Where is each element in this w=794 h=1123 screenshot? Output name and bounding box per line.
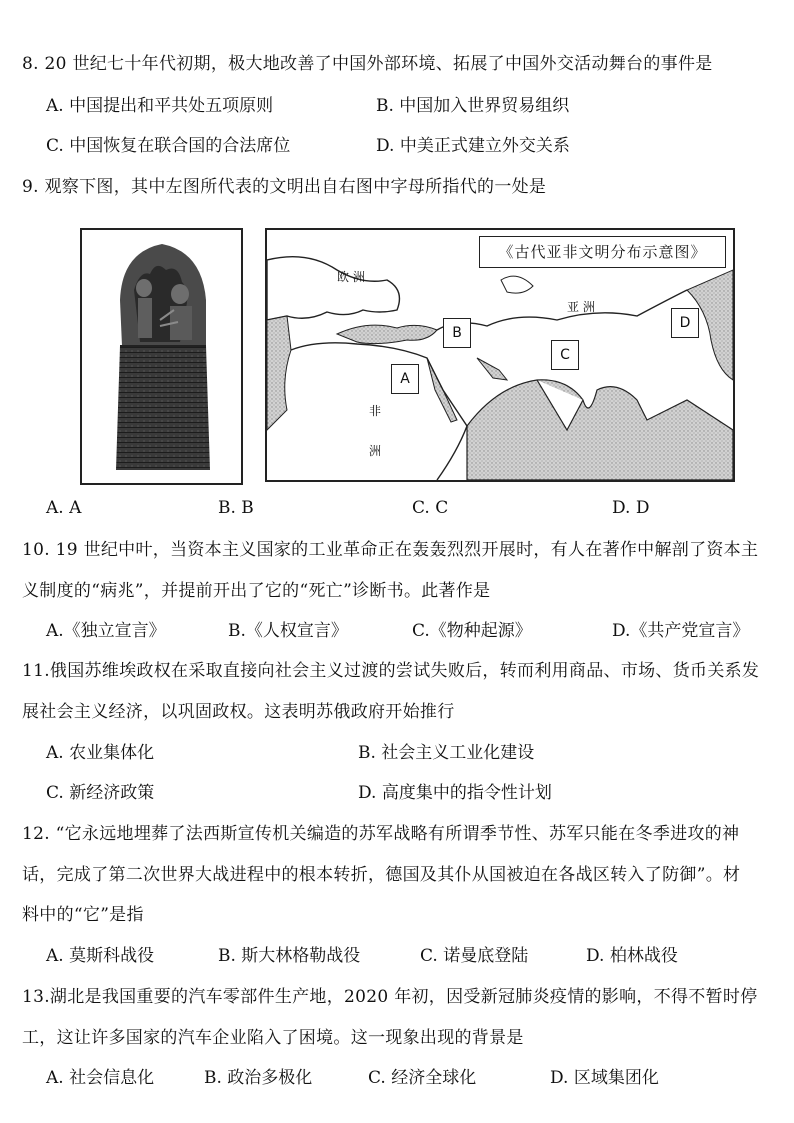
- q10-stem-line2: 义制度的“病兆”，并提前开出了它的“死亡”诊断书。此著作是: [22, 581, 491, 601]
- q11-option-c: C. 新经济政策: [46, 783, 155, 803]
- label-asia: 亚 洲: [567, 300, 595, 314]
- q12-stem-line3: 料中的“它”是指: [22, 905, 144, 925]
- q8-option-a: A. 中国提出和平共处五项原则: [46, 96, 274, 116]
- q9-option-c: C. C: [412, 498, 449, 518]
- q13-stem-line1: 13.湖北是我国重要的汽车零部件生产地，2020 年初，因受新冠肺炎疫情的影响，不得不暂时停: [22, 987, 758, 1007]
- q13-option-d: D. 区域集团化: [550, 1068, 659, 1088]
- q12-stem-line1: 12. “它永远地埋葬了法西斯宣传机关编造的苏军战略有所谓季节性、苏军只能在冬季进攻的神: [22, 824, 740, 844]
- q9-option-a: A. A: [46, 498, 82, 518]
- map-title: 《古代亚非文明分布示意图》: [479, 236, 726, 268]
- map-box-d: D: [671, 308, 699, 338]
- q10-option-c: C.《物种起源》: [412, 621, 532, 641]
- stele-image: [82, 230, 241, 483]
- q8-stem: 8. 20 世纪七十年代初期，极大地改善了中国外部环境、拓展了中国外交活动舞台的事件是: [22, 54, 713, 74]
- q8-option-d: D. 中美正式建立外交关系: [376, 136, 570, 156]
- q10-option-a: A.《独立宣言》: [46, 621, 166, 641]
- q8-option-c: C. 中国恢复在联合国的合法席位: [46, 136, 291, 156]
- q11-option-a: A. 农业集体化: [46, 743, 155, 763]
- q9-option-d: D. D: [612, 498, 650, 518]
- q10-option-d: D.《共产党宣言》: [612, 621, 750, 641]
- label-europe: 欧 洲: [337, 270, 365, 284]
- q12-option-c: C. 诺曼底登陆: [420, 946, 529, 966]
- q8-option-b: B. 中国加入世界贸易组织: [376, 96, 570, 116]
- q11-stem-line2: 展社会主义经济，以巩固政权。这表明苏俄政府开始推行: [22, 702, 455, 722]
- q13-option-b: B. 政治多极化: [204, 1068, 313, 1088]
- q13-option-c: C. 经济全球化: [368, 1068, 477, 1088]
- q13-option-a: A. 社会信息化: [46, 1068, 155, 1088]
- map-box-a: A: [391, 364, 419, 394]
- q12-option-a: A. 莫斯科战役: [46, 946, 155, 966]
- map-box-b: B: [443, 318, 471, 348]
- q11-stem-line1: 11.俄国苏维埃政权在采取直接向社会主义过渡的尝试失败后，转而利用商品、市场、货币关系发: [22, 661, 760, 681]
- ancient-civilizations-map: [265, 228, 735, 482]
- q12-stem-line2: 话，完成了第二次世界大战进程中的根本转折，德国及其仆从国被迫在各战区转入了防御”。材: [22, 865, 741, 885]
- map-box-c: C: [551, 340, 579, 370]
- q12-option-b: B. 斯大林格勒战役: [218, 946, 361, 966]
- q11-option-b: B. 社会主义工业化建设: [358, 743, 535, 763]
- q9-stem: 9. 观察下图，其中左图所代表的文明出自右图中字母所指代的一处是: [22, 177, 547, 197]
- q10-stem-line1: 10. 19 世纪中叶，当资本主义国家的工业革命正在轰轰烈烈开展时，有人在著作中解剖了资本主: [22, 540, 759, 560]
- q9-option-b: B. B: [218, 498, 254, 518]
- q10-option-b: B.《人权宣言》: [228, 621, 348, 641]
- label-africa-1: 非: [369, 404, 382, 418]
- q12-option-d: D. 柏林战役: [586, 946, 678, 966]
- stele-photo: [80, 228, 243, 485]
- label-africa-2: 洲: [369, 444, 382, 458]
- q13-stem-line2: 工，这让许多国家的汽车企业陷入了困境。这一现象出现的背景是: [22, 1028, 524, 1048]
- q11-option-d: D. 高度集中的指令性计划: [358, 783, 552, 803]
